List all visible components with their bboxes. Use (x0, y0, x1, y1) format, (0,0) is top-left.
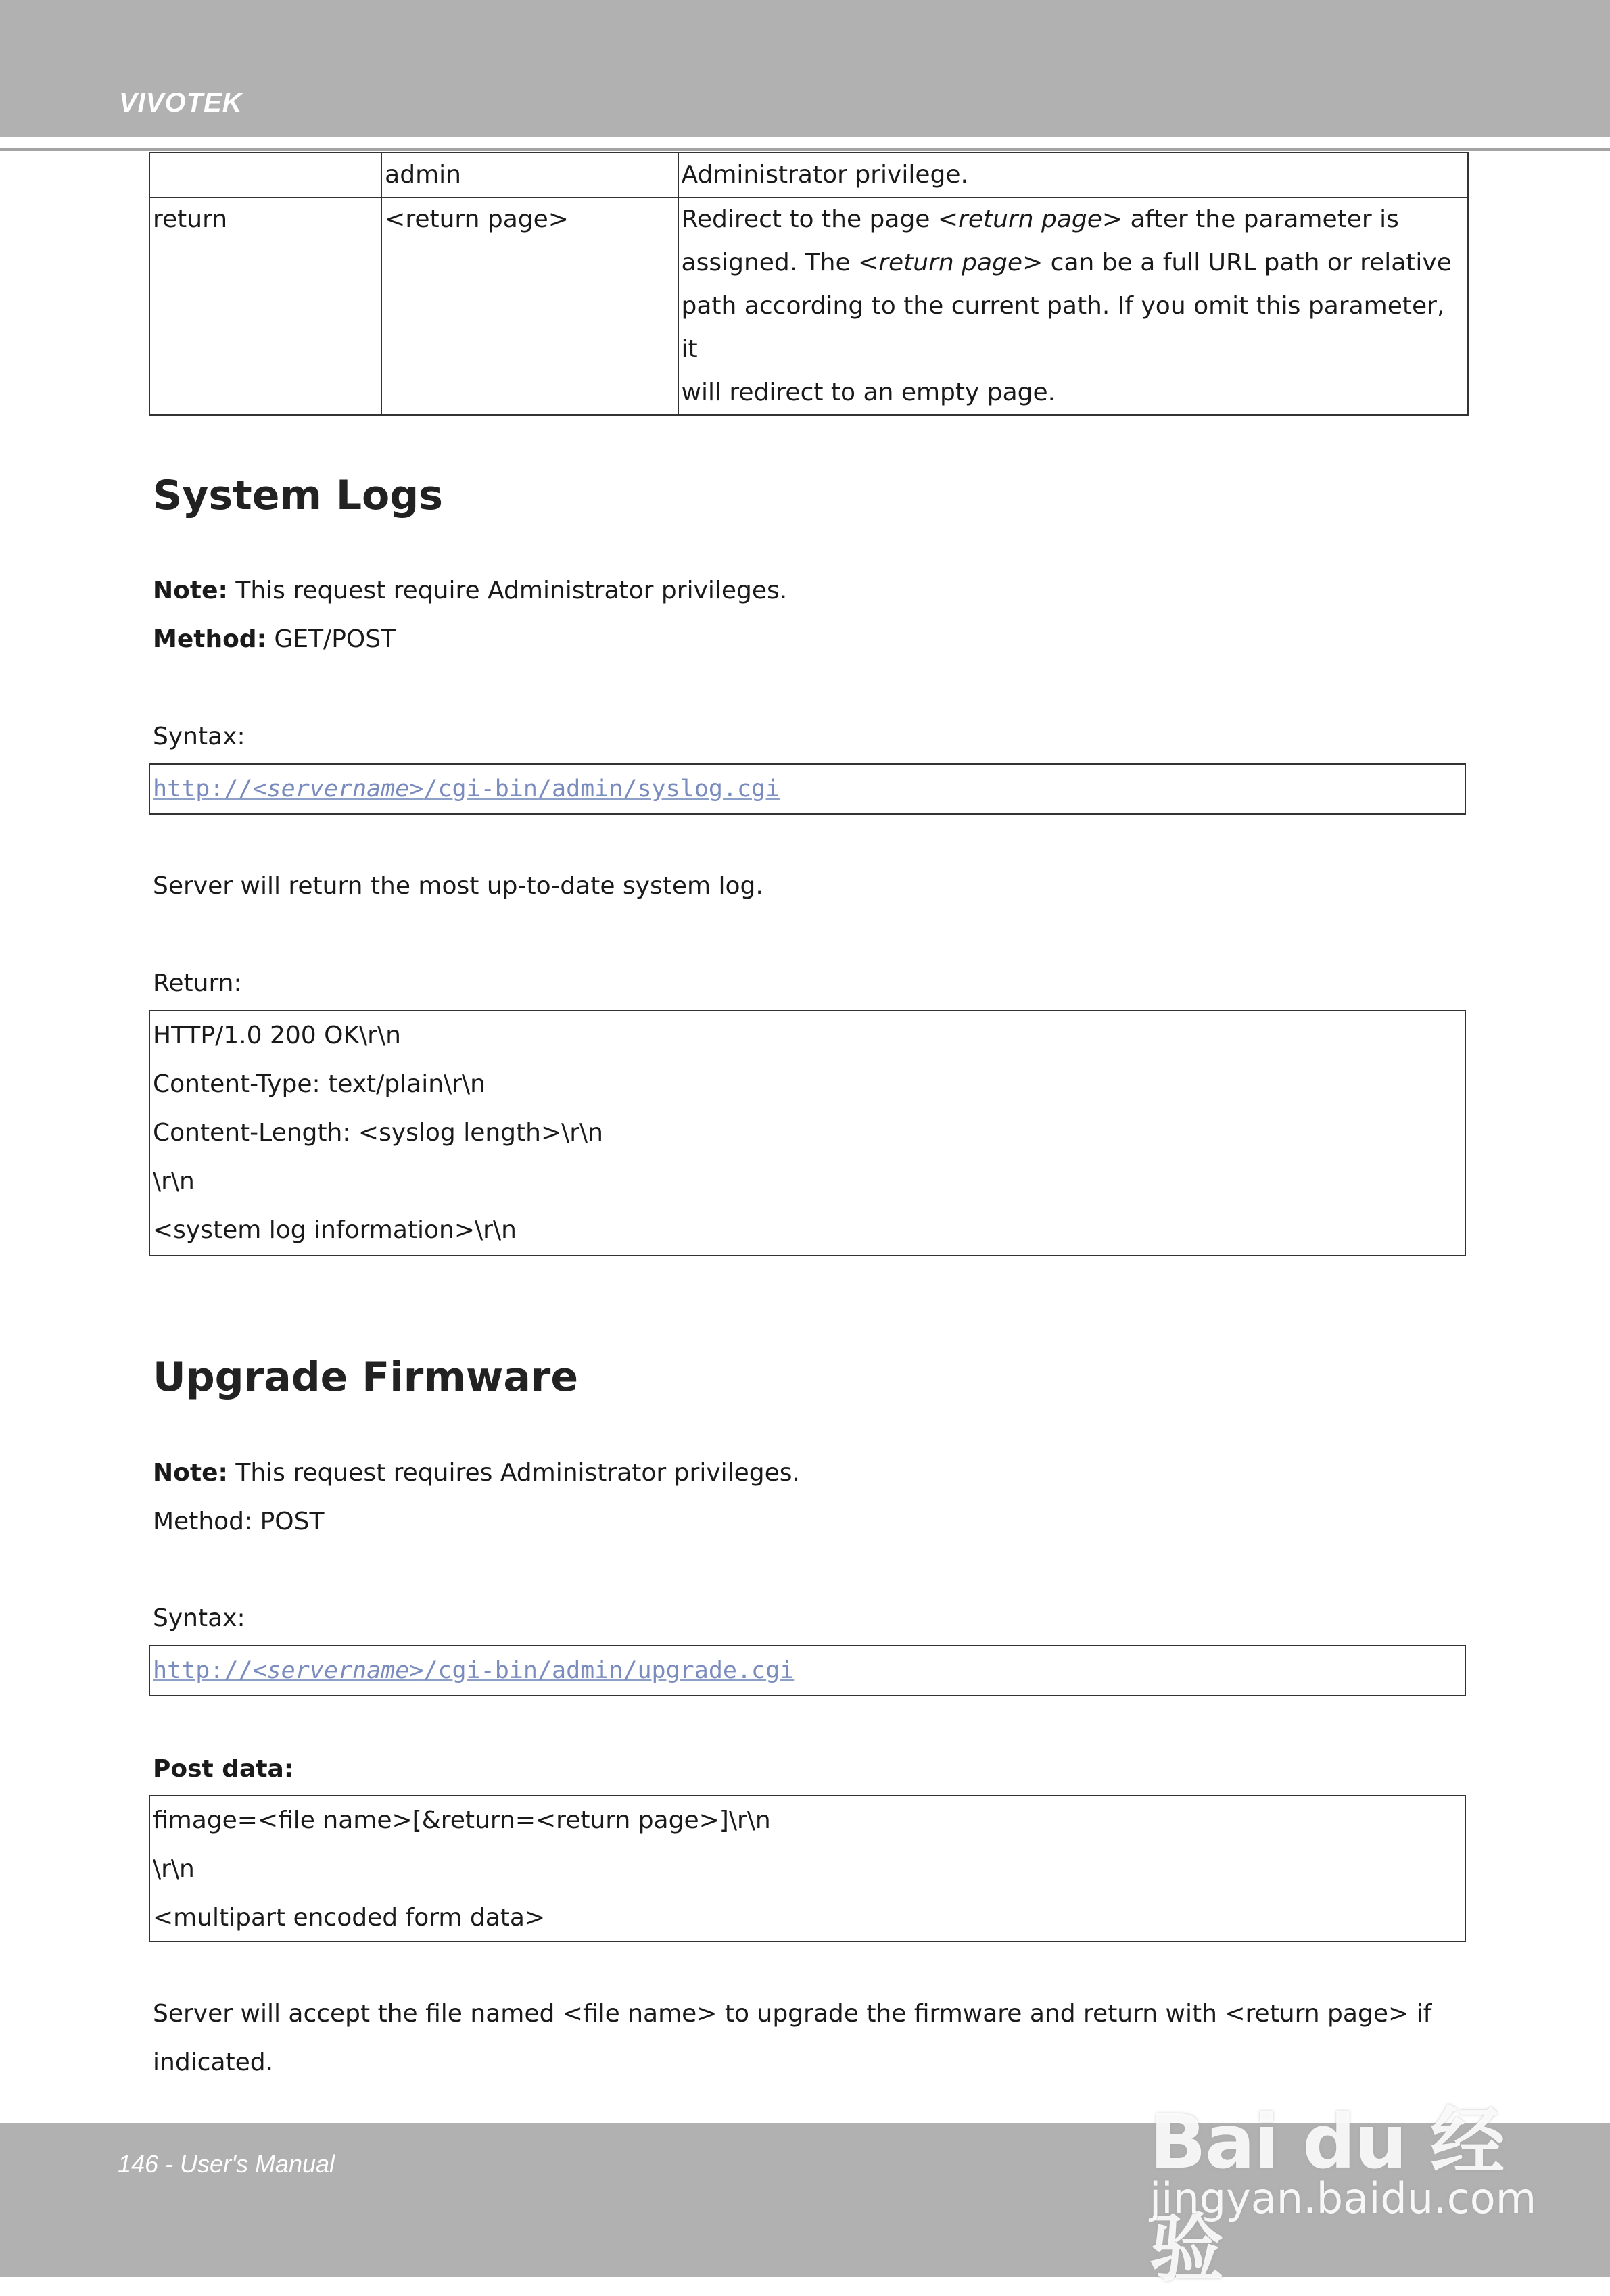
system-logs-heading: System Logs (153, 472, 443, 519)
system-logs-syntax-label: Syntax: (153, 723, 245, 750)
return-line: Content-Length: <syslog length>\r\n (153, 1119, 603, 1147)
system-logs-return-label: Return: (153, 970, 242, 997)
system-logs-note: Note: This request require Administrator privileges. (153, 577, 788, 604)
upgrade-firmware-heading: Upgrade Firmware (153, 1354, 579, 1401)
return-line: HTTP/1.0 200 OK\r\n (153, 1022, 401, 1049)
table-cell-description: Administrator privilege. (678, 153, 1468, 197)
system-logs-description: Server will return the most up-to-date system log. (153, 872, 763, 900)
watermark-url: jingyan.baidu.com (1150, 2174, 1537, 2223)
description-line: path according to the current path. If you omit this parameter, it (681, 292, 1445, 363)
description-line: Redirect to the page <return page> after the parameter is (681, 206, 1399, 233)
brand-logo: VIVOTEK (119, 88, 243, 118)
post-data-line: <multipart encoded form data> (153, 1904, 546, 1932)
system-logs-return-box (149, 1010, 1466, 1256)
upgrade-firmware-method: Method: POST (153, 1508, 325, 1535)
upgrade-firmware-syntax-box (149, 1645, 1466, 1696)
parameter-table (149, 152, 1469, 416)
system-logs-syntax-box (149, 763, 1466, 815)
table-row (149, 197, 1468, 415)
table-cell-value: admin (381, 153, 678, 197)
table-cell-description (678, 197, 1468, 415)
table-row (149, 153, 1468, 197)
watermark-logo: Bai du 经验 (1150, 2099, 1504, 2292)
syslog-url-link[interactable]: http://<servername>/cgi-bin/admin/syslog.cgi (153, 775, 780, 803)
baidu-watermark (1143, 2035, 1537, 2292)
description-line: will redirect to an empty page. (681, 379, 1056, 406)
table-cell-value: <return page> (381, 197, 678, 415)
table-cell-param: return (149, 197, 381, 415)
description-line: assigned. The <return page> can be a full URL path or relative (681, 249, 1452, 277)
post-data-label: Post data: (153, 1755, 294, 1783)
upgrade-firmware-note: Note: This request requires Administrator privileges. (153, 1459, 800, 1487)
page-number-label: 146 - User's Manual (118, 2150, 335, 2178)
upgrade-firmware-description-line2: indicated. (153, 2049, 274, 2076)
post-data-box (149, 1795, 1466, 1942)
upgrade-url-link[interactable]: http://<servername>/cgi-bin/admin/upgrade.cgi (153, 1657, 795, 1684)
return-line: \r\n (153, 1168, 195, 1195)
header-divider (0, 148, 1610, 151)
table-cell-param (149, 153, 381, 197)
return-line: <system log information>\r\n (153, 1216, 517, 1244)
post-data-line: fimage=<file name>[&return=<return page>]\r\n (153, 1807, 771, 1834)
post-data-line: \r\n (153, 1855, 195, 1883)
return-line: Content-Type: text/plain\r\n (153, 1070, 486, 1098)
system-logs-method: Method: GET/POST (153, 625, 396, 653)
upgrade-firmware-syntax-label: Syntax: (153, 1604, 245, 1632)
upgrade-firmware-description-line1: Server will accept the file named <file name> to upgrade the firmware and return with <return page> if (153, 2000, 1432, 2028)
